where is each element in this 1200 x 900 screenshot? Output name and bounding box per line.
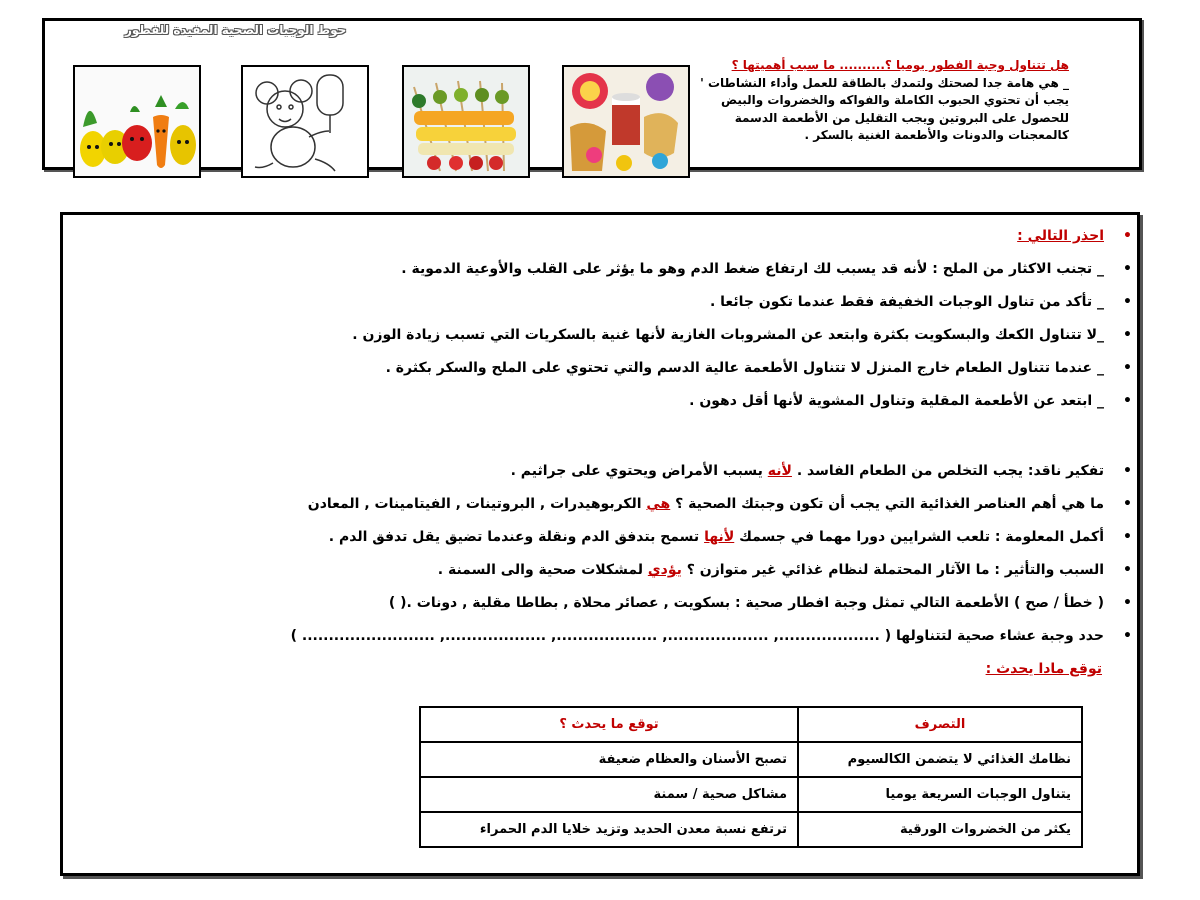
warnings-list	[352, 220, 1104, 418]
arteries-question: • أكمل المعلومة : تلعب الشرايين دورا مهما في جسمك لأنها تسمح بتدفق الدم ونقلة وعندما تضيق يقل تدفق الدم .	[291, 521, 1104, 554]
action-cell: نظامك الغذائي لا يتضمن الكالسيوم	[798, 742, 1082, 777]
col-result-header: توقع ما يحدث ؟	[420, 707, 798, 742]
intro-line: يجب أن تحتوي الحبوب الكاملة والفواكه والخضروات والبيض	[721, 93, 1069, 107]
nutrients-question: • ما هي أهم العناصر الغذائية التي يجب أن تكون وجبتك الصحية ؟ هي الكربوهيدرات , البروتينات , الفيتامينات , المعادن	[291, 488, 1104, 521]
cause-effect-question: • السبب والتأثير : ما الآثار المحتملة لنظام غذائي غير متوازن ؟ يؤدي لمشكلات صحية والى السمنة .	[291, 554, 1104, 587]
list-item: • _لا تتناول الكعك والبسكويت بكثرة وابتعد عن المشروبات الغازية لأنها غنية بالسكريات التي تسبب زيادة الوزن .	[352, 319, 1104, 352]
intro-line: كالمعجنات والدونات والأطعمة الغنية بالسكر .	[804, 128, 1069, 142]
mouse-icecream-image	[241, 65, 369, 178]
action-cell: يتناول الوجبات السريعة يوميا	[798, 777, 1082, 812]
header-title: حوط الوجبات الصحية المفيدة للفطور	[125, 23, 347, 37]
action-cell: يكثر من الخضروات الورقية	[798, 812, 1082, 847]
table-row	[420, 777, 1082, 812]
table-row	[420, 742, 1082, 777]
list-item: • _ تأكد من تناول الوجبات الخفيفة فقط عندما تكون جائعا .	[352, 286, 1104, 319]
critical-thinking-question: • تفكير ناقد: يجب التخلص من الطعام الفاسد . لأنه يسبب الأمراض ويحتوي على جراثيم .	[291, 455, 1104, 488]
intro-line: _ هي هامة جدا لصحتك ولتمدك بالطاقة للعمل وأداء النشاطات '	[700, 75, 1069, 90]
intro-line: للحصول على البروتين ويجب التقليل من الأطعمة الدسمة	[734, 110, 1069, 125]
expect-title: توقع مادا يحدث :	[985, 661, 1102, 677]
list-item: • _ عندما تتناول الطعام خارج المنزل لا تتناول الأطعمة عالية الدسم والتي تحتوي على الملح والسكر بكثرة .	[352, 352, 1104, 385]
vegetable-faces-image	[73, 65, 201, 178]
breakfast-box	[42, 18, 1142, 170]
intro-question: هل تتناول وجبة الفطور يوميا ؟.......... ما سبب أهميتها ؟	[731, 58, 1069, 72]
outcome-table	[419, 706, 1083, 848]
table-row	[420, 812, 1082, 847]
list-item: • _ تجنب الاكثار من الملح : لأنه قد يسبب لك ارتفاع ضغط الدم وهو ما يؤثر على القلب والأوعية الدموية .	[352, 253, 1104, 286]
true-false-question: • ( خطأ / صح ) الأطعمة التالي تمثل وجبة افطار صحية : بسكويت , عصائر محلاة , بطاطا مقلية , دونات .( )	[291, 587, 1104, 620]
table-header-row	[420, 707, 1082, 742]
col-action-header: التصرف	[798, 707, 1082, 742]
warnings-heading: • احذر التالي :	[352, 220, 1104, 253]
dinner-question: • حدد وجبة عشاء صحية لتتناولها ( ..................., ..................., ..................., ..................., ......................... )	[291, 620, 1104, 653]
fruit-skewers-image	[402, 65, 530, 178]
questions-list	[291, 455, 1104, 653]
list-item: • _ ابتعد عن الأطعمة المقلية وتناول المشوية لأنها أقل دهون .	[352, 385, 1104, 418]
result-cell: تصبح الأسنان والعظام ضعيفة	[420, 742, 798, 777]
intro-text	[649, 57, 1069, 145]
result-cell: مشاكل صحية / سمنة	[420, 777, 798, 812]
result-cell: ترتفع نسبة معدن الحديد وتزيد خلايا الدم الحمراء	[420, 812, 798, 847]
